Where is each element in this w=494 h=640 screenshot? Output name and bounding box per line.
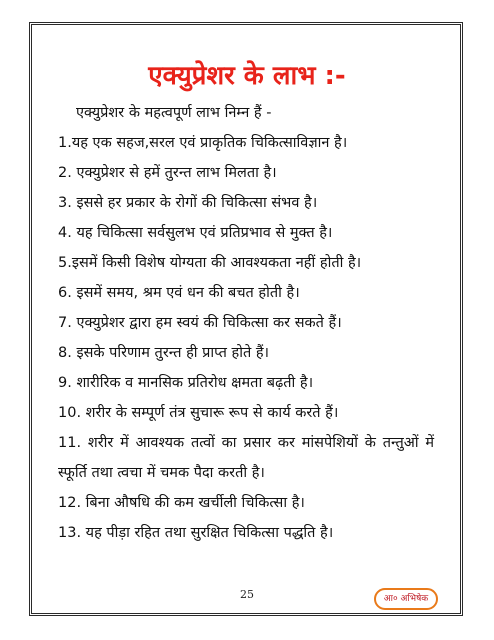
list-item: 13. यह पीड़ा रहित तथा सुरक्षित चिकित्सा पद्धति है। xyxy=(58,525,334,541)
list-item: 11. शरीर में आवश्यक तत्वों का प्रसार कर मांसपेशियों के तन्तुओं में स्फूर्ति तथा त्वचा में चमक पैदा करती है। xyxy=(58,435,434,481)
list-item: 1.यह एक सहज,सरल एवं प्राकृतिक चिकित्साविज्ञान है। xyxy=(58,135,348,151)
list-item: 2. एक्युप्रेशर से हमें तुरन्त लाभ मिलता है। xyxy=(58,165,277,181)
list-item: 3. इससे हर प्रकार के रोगों की चिकित्सा संभव है। xyxy=(58,195,318,211)
author-badge: आ० अभिषेक xyxy=(374,588,438,610)
list-item: 12. बिना औषधि की कम खर्चीली चिकित्सा है। xyxy=(58,495,305,511)
page-heading: एक्युप्रेशर के लाभ :- xyxy=(148,61,346,91)
list-item: 5.इसमें किसी विशेष योग्यता की आवश्यकता नहीं होती है। xyxy=(58,255,362,271)
list-item: 6. इसमें समय, श्रम एवं धन की बचत होती है। xyxy=(58,285,300,301)
list-item: 8. इसके परिणाम तुरन्त ही प्राप्त होते हैं। xyxy=(58,345,270,361)
benefits-list xyxy=(58,98,434,548)
intro-line: एक्युप्रेशर के महत्वपूर्ण लाभ निम्न हैं - xyxy=(76,105,272,121)
list-item: 7. एक्युप्रेशर द्वारा हम स्वयं की चिकित्सा कर सकते हैं। xyxy=(58,315,342,331)
list-item: 10. शरीर के सम्पूर्ण तंत्र सुचारू रूप से कार्य करते हैं। xyxy=(58,405,339,421)
page-number: 25 xyxy=(240,588,254,601)
list-item: 4. यह चिकित्सा सर्वसुलभ एवं प्रतिप्रभाव से मुक्त है। xyxy=(58,225,333,241)
list-item: 9. शारीरिक व मानसिक प्रतिरोध क्षमता बढ़ती है। xyxy=(58,375,314,391)
